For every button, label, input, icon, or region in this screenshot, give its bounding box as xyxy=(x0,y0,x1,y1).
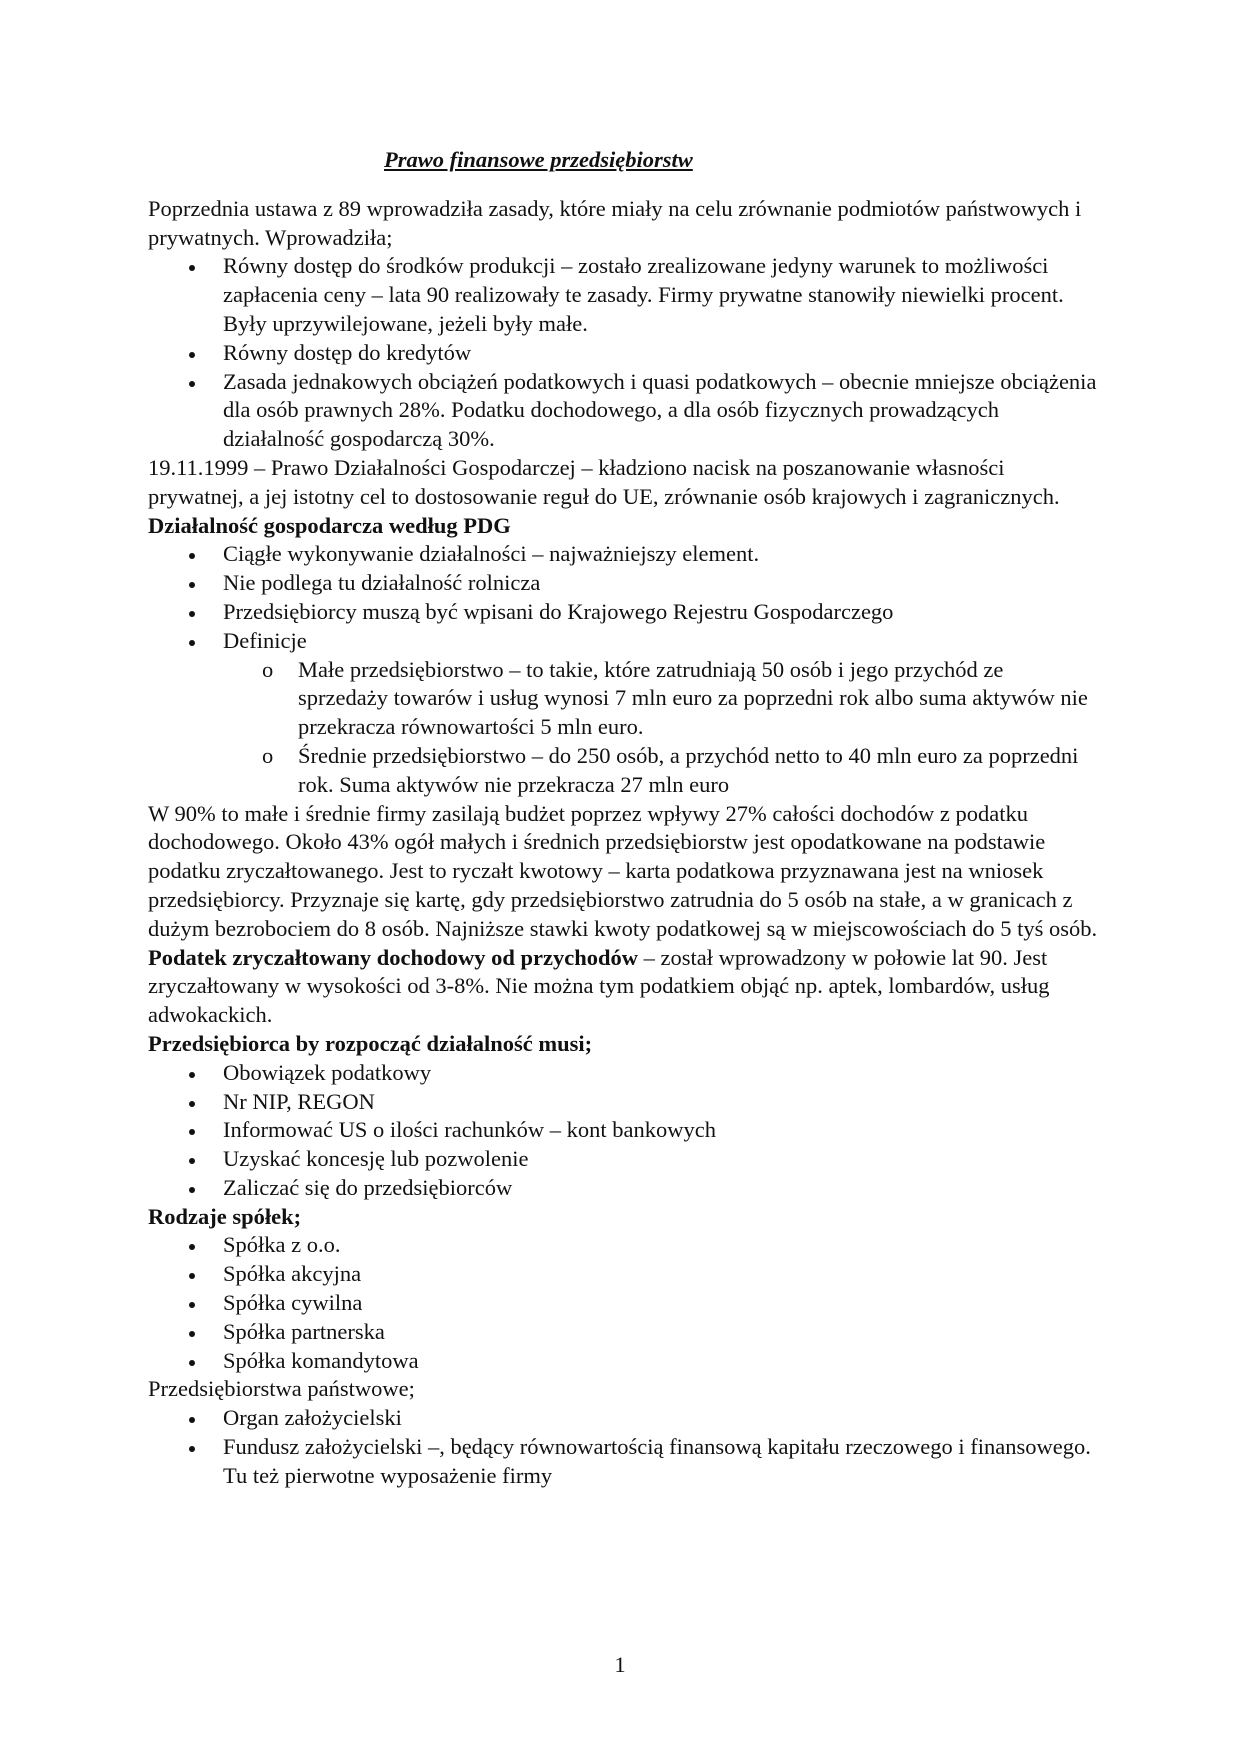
list-item: Spółka akcyjna xyxy=(148,1260,1098,1289)
state-enterprises-heading: Przedsiębiorstwa państwowe; xyxy=(148,1376,415,1402)
list-item: Spółka partnerska xyxy=(148,1318,1098,1347)
tax-paragraph: W 90% to małe i średnie firmy zasilają budżet poprzez wpływy 27% całości dochodów z podatku dochodowego. Około 43% ogół małych i średnich przedsiębiorstw jest opodatkowane na podstawie podatku zryczałtowanego. Jest to ryczałt kwotowy – karta podatkowa przyznawana jest na wniosek przedsiębiorcy. Przyznaje się kartę, gdy przedsiębiorstwo zatrudnia do 5 osób na stałe, a w granicach z dużym bezrobociem do 8 osób. Najniższe stawki kwoty podatkowej są w miejscowościach do 5 tyś osób. xyxy=(148,800,1098,941)
list-item: Nie podlega tu działalność rolnicza xyxy=(148,569,1098,598)
page-number: 1 xyxy=(614,1652,626,1677)
section-heading-companies: Rodzaje spółek; xyxy=(148,1203,302,1229)
pdg-list xyxy=(148,540,1098,799)
list-item: Obowiązek podatkowy xyxy=(148,1059,1098,1088)
flat-tax-text: – został wprowadzony w połowie lat 90. Jest zryczałtowany w wysokości od 3-8%. Nie można tym podatkiem objąć np. aptek, lombardów, usług adwokackich. xyxy=(148,944,1050,1028)
list-item: Uzyskać koncesję lub pozwolenie xyxy=(148,1145,1098,1174)
list-item: Zaliczać się do przedsiębiorców xyxy=(148,1174,1098,1203)
list-item: Spółka z o.o. xyxy=(148,1231,1098,1260)
flat-tax-paragraph xyxy=(148,944,1098,1030)
start-requirements-list xyxy=(148,1059,1098,1203)
list-item: Spółka cywilna xyxy=(148,1289,1098,1318)
definitions-list xyxy=(223,656,1098,800)
flat-tax-term: Podatek zryczałtowany dochodowy od przychodów xyxy=(148,944,638,970)
intro-paragraph: Poprzednia ustawa z 89 wprowadziła zasady, które miały na celu zrównanie podmiotów państwowych i prywatnych. Wprowadziła; xyxy=(148,195,1082,250)
sub-list-item: o Średnie przedsiębiorstwo – do 250 osób, a przychód netto to 40 mln euro za poprzedni rok. Suma aktywów nie przekracza 27 mln euro xyxy=(148,742,1098,800)
list-item: Nr NIP, REGON xyxy=(148,1088,1098,1117)
list-item: Równy dostęp do kredytów xyxy=(148,339,1098,368)
document-page xyxy=(148,146,1098,1491)
list-item: Informować US o ilości rachunków – kont bankowych xyxy=(148,1116,1098,1145)
state-enterprises-list xyxy=(148,1404,1098,1490)
list-item xyxy=(148,627,1098,800)
list-item: Organ założycielski xyxy=(148,1404,1098,1433)
document-title: Prawo finansowe przedsiębiorstw xyxy=(384,147,693,172)
list-item: Spółka komandytowa xyxy=(148,1347,1098,1376)
list-item: Przedsiębiorcy muszą być wpisani do Krajowego Rejestru Gospodarczego xyxy=(148,598,1098,627)
list-item-label: Definicje xyxy=(223,627,307,653)
sub-list-item: o Małe przedsiębiorstwo – to takie, które zatrudniają 50 osób i jego przychód ze sprzedaży towarów i usług wynosi 7 mln euro za poprzedni rok albo suma aktywów nie przekracza równowartości 5 mln euro. xyxy=(148,656,1098,742)
list-item: Ciągłe wykonywanie działalności – najważniejszy element. xyxy=(148,540,1098,569)
section-heading-pdg: Działalność gospodarcza według PDG xyxy=(148,512,511,538)
section-heading-start: Przedsiębiorca by rozpocząć działalność musi; xyxy=(148,1030,593,1056)
principles-list xyxy=(148,252,1098,454)
list-item: Równy dostęp do środków produkcji – zostało zrealizowane jedyny warunek to możliwości zapłacenia ceny – lata 90 realizowały te zasady. Firmy prywatne stanowiły niewielki procent. Były uprzywilejowane, jeżeli były małe. xyxy=(148,252,1098,338)
list-item: Fundusz założycielski –, będący równowartością finansową kapitału rzeczowego i finansowego. Tu też pierwotne wyposażenie firmy xyxy=(148,1433,1098,1491)
list-item: Zasada jednakowych obciążeń podatkowych i quasi podatkowych – obecnie mniejsze obciążenia dla osób prawnych 28%. Podatku dochodowego, a dla osób fizycznych prowadzących działalność gospodarczą 30%. xyxy=(148,368,1098,454)
companies-list xyxy=(148,1231,1098,1375)
law-paragraph: 19.11.1999 – Prawo Działalności Gospodarczej – kładziono nacisk na poszanowanie własności prywatnej, a jej istotny cel to dostosowanie reguł do UE, zrównanie osób krajowych i zagranicznych. xyxy=(148,454,1060,509)
